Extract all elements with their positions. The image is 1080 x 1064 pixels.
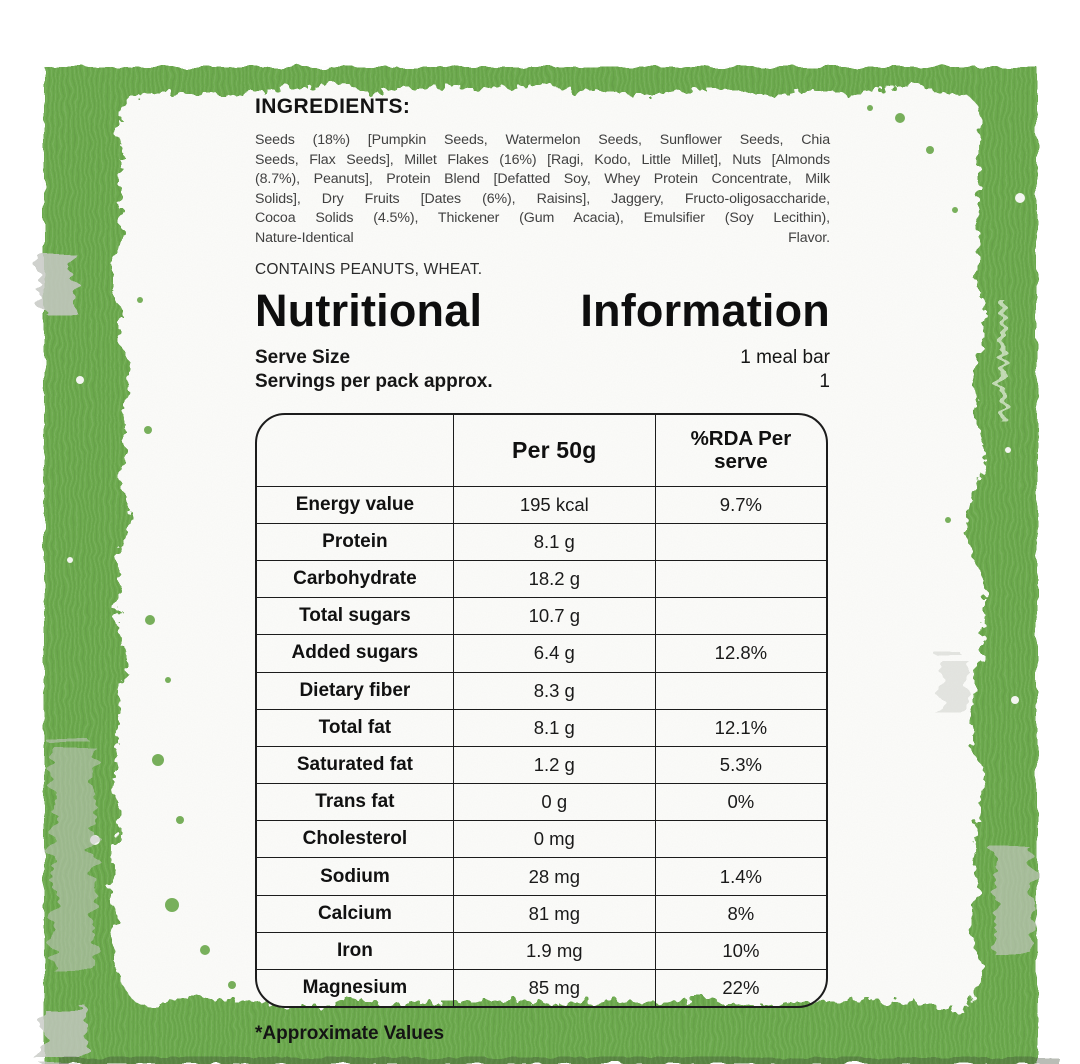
row-rda-value: 5.3% <box>655 746 826 783</box>
row-rda-value: 8% <box>655 895 826 932</box>
row-per50g-value: 1.2 g <box>453 746 655 783</box>
label-content <box>255 0 830 1045</box>
table-row <box>257 821 826 858</box>
servings-label: Servings per pack approx. <box>255 370 493 392</box>
ingredients-line: Seeds (18%) [Pumpkin Seeds, Watermelon Seeds, Sunflower Seeds, Chia <box>255 132 830 148</box>
servings-per-pack-row <box>255 370 830 394</box>
row-rda-value <box>655 598 826 635</box>
row-per50g-value: 6.4 g <box>453 635 655 672</box>
row-nutrient-label: Added sugars <box>257 635 453 672</box>
row-rda-value <box>655 523 826 560</box>
nutrition-table <box>255 413 828 1009</box>
ingredients-line: Solids], Dry Fruits [Dates (6%), Raisins], Jaggery, Fructo-oligosaccharide, <box>255 190 830 207</box>
row-per50g-value: 8.3 g <box>453 672 655 709</box>
row-nutrient-label: Total sugars <box>257 598 453 635</box>
serving-info <box>255 346 830 394</box>
servings-value: 1 <box>819 370 830 392</box>
row-per50g-value: 8.1 g <box>453 523 655 560</box>
row-rda-value: 1.4% <box>655 858 826 895</box>
row-rda-value <box>655 560 826 597</box>
table-row <box>257 598 826 635</box>
ingredients-paragraph <box>255 131 830 249</box>
row-per50g-value: 28 mg <box>453 858 655 895</box>
ingredients-line: Nature-Identical Flavor. <box>255 229 830 246</box>
row-rda-value: 9.7% <box>655 486 826 523</box>
row-per50g-value: 195 kcal <box>453 486 655 523</box>
row-nutrient-label: Dietary fiber <box>257 672 453 709</box>
row-nutrient-label: Saturated fat <box>257 746 453 783</box>
row-nutrient-label: Protein <box>257 523 453 560</box>
row-per50g-value: 1.9 mg <box>453 932 655 969</box>
row-per50g-value: 8.1 g <box>453 709 655 746</box>
header-nutrient-column <box>257 415 453 487</box>
ingredients-line: Cocoa Solids (4.5%), Thickener (Gum Acacia), Emulsifier (Soy Lecithin), <box>255 210 830 227</box>
row-per50g-value: 85 mg <box>453 970 655 1007</box>
row-per50g-value: 0 g <box>453 784 655 821</box>
nutrition-table-body <box>257 486 826 1006</box>
serve-size-row <box>255 346 830 370</box>
table-row <box>257 560 826 597</box>
row-nutrient-label: Magnesium <box>257 970 453 1007</box>
row-nutrient-label: Iron <box>257 932 453 969</box>
approximate-values-note: *Approximate Values <box>255 1023 445 1045</box>
row-per50g-value: 0 mg <box>453 821 655 858</box>
row-rda-value <box>655 821 826 858</box>
serve-size-label: Serve Size <box>255 346 351 368</box>
table-row <box>257 672 826 709</box>
header-rda-line2: serve <box>714 450 768 474</box>
table-row <box>257 523 826 560</box>
table-row <box>257 635 826 672</box>
table-row <box>257 784 826 821</box>
table-row <box>257 970 826 1007</box>
table-row <box>257 709 826 746</box>
row-nutrient-label: Calcium <box>257 895 453 932</box>
table-row <box>257 858 826 895</box>
header-rda-per-serve <box>655 415 826 487</box>
table-row <box>257 486 826 523</box>
nutritional-information-title: Nutritional Information <box>255 284 830 336</box>
table-row <box>257 895 826 932</box>
row-nutrient-label: Trans fat <box>257 784 453 821</box>
row-per50g-value: 18.2 g <box>453 560 655 597</box>
row-nutrient-label: Cholesterol <box>257 821 453 858</box>
ingredients-line: Seeds, Flax Seeds], Millet Flakes (16%) [Ragi, Kodo, Little Millet], Nuts [Almonds <box>255 151 830 168</box>
row-nutrient-label: Sodium <box>257 858 453 895</box>
table-row <box>257 746 826 783</box>
header-rda-line1: %RDA Per <box>690 427 792 451</box>
table-row <box>257 932 826 969</box>
row-nutrient-label: Energy value <box>257 486 453 523</box>
header-per-50g: Per 50g <box>453 415 655 487</box>
table-header-row <box>257 415 826 487</box>
ingredients-line: (8.7%), Peanuts], Protein Blend [Defatted Soy, Whey Protein Concentrate, Milk <box>255 171 830 188</box>
row-rda-value: 0% <box>655 784 826 821</box>
row-rda-value: 10% <box>655 932 826 969</box>
row-rda-value: 12.1% <box>655 709 826 746</box>
row-rda-value <box>655 672 826 709</box>
row-per50g-value: 81 mg <box>453 895 655 932</box>
row-rda-value: 12.8% <box>655 635 826 672</box>
row-per50g-value: 10.7 g <box>453 598 655 635</box>
serve-size-value: 1 meal bar <box>740 346 830 368</box>
row-nutrient-label: Total fat <box>257 709 453 746</box>
ingredients-heading: INGREDIENTS: <box>255 95 411 118</box>
allergen-statement: CONTAINS PEANUTS, WHEAT. <box>255 260 483 278</box>
row-rda-value: 22% <box>722 977 760 999</box>
row-nutrient-label: Carbohydrate <box>257 560 453 597</box>
nutrition-table-grid <box>257 415 826 1007</box>
